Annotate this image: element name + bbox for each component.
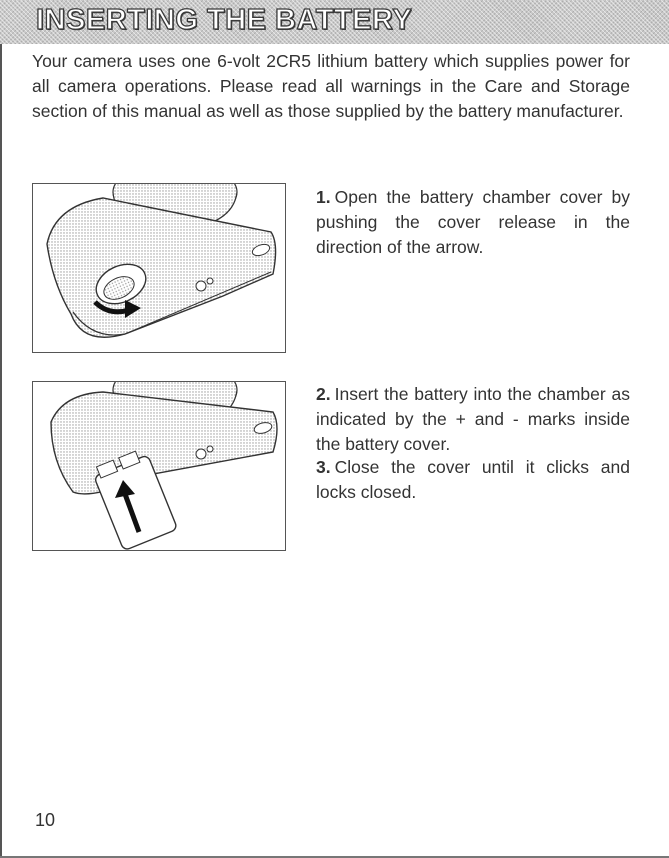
step-1-number: 1. xyxy=(316,187,331,207)
step-1-text: Open the battery chamber cover by pushing the cover release in the direction of the arrow. xyxy=(316,187,630,257)
page-title: INSERTING THE BATTERY xyxy=(36,4,413,36)
step-2-text: Insert the battery into the chamber as indicated by the + and - marks inside the battery cover. xyxy=(316,384,630,454)
step-1 xyxy=(316,185,630,260)
page-edge-rule xyxy=(0,0,2,858)
camera-illustration xyxy=(33,184,285,352)
step-2 xyxy=(316,382,630,457)
intro-paragraph: Your camera uses one 6-volt 2CR5 lithium battery which supplies power for all camera operations. Please read all warnings in the Care and Storage section of this manual as well as those supplied by the battery manufacturer. xyxy=(32,51,630,121)
step-2-number: 2. xyxy=(316,384,331,404)
header-band xyxy=(0,0,669,44)
figure-open-battery-cover xyxy=(32,183,286,353)
step-3 xyxy=(316,455,630,505)
page-number: 10 xyxy=(35,810,56,830)
step-3-text: Close the cover until it clicks and locks closed. xyxy=(316,457,630,502)
battery-illustration xyxy=(33,382,285,550)
step-3-number: 3. xyxy=(316,457,331,477)
figure-insert-battery xyxy=(32,381,286,551)
